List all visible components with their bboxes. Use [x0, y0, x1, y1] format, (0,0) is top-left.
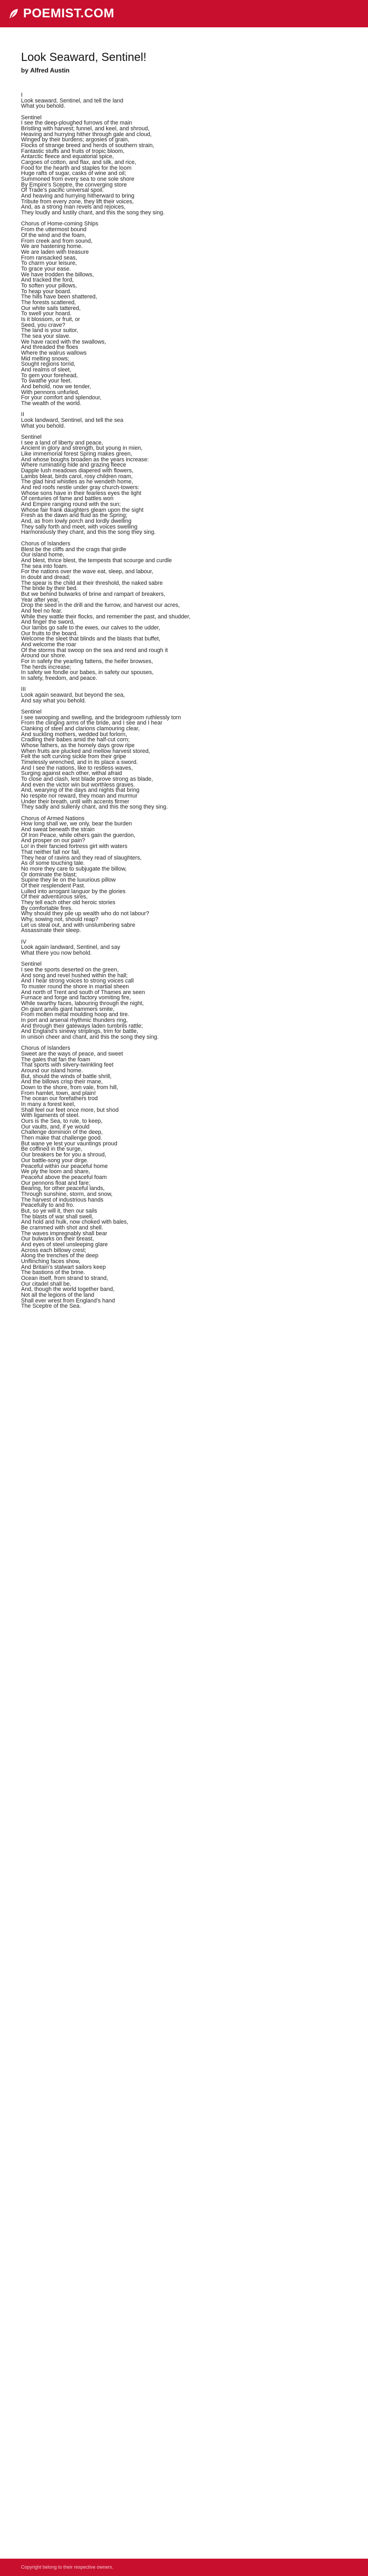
poem-line: Timelessly wrenched, and in its place a sword. [21, 759, 138, 766]
poem-line: Sentinel [21, 961, 42, 968]
poem-line: And heaving and hurrying hitherward to bring [21, 193, 135, 200]
poem-line: The sea your slave. [21, 333, 71, 339]
poem-line: To close and clash, lest blade prove strong as blade, [21, 776, 153, 783]
poem-line: The ocean our forefathers trod [21, 1095, 98, 1102]
poem-stanza [21, 92, 347, 109]
poem-line: Peaceful above the peaceful foam [21, 1174, 107, 1181]
poem-line: Our white sails tattered, [21, 305, 81, 312]
poem-line: Look seaward, Sentinel, and tell the land [21, 97, 124, 104]
poem-line: The blasts of war shall swell, [21, 1213, 94, 1220]
poem-line: The land is your suitor, [21, 327, 78, 334]
poem-line: Lo! in their fancied fortress girt with waters [21, 843, 128, 850]
poem-line: Sentinel [21, 434, 42, 441]
poem-line: And suckling mothers, wedded but forlorn, [21, 731, 127, 738]
poem-stanza [21, 961, 347, 1040]
poem-line: From ransacked seas, [21, 254, 77, 261]
byline-prefix: by [21, 67, 29, 74]
poem-line: Look again seaward, but beyond the sea, [21, 691, 125, 698]
poem-line: Let us steal out, and with unslumbering sabre [21, 922, 136, 928]
poem-line: Our fruits to the board. [21, 630, 78, 637]
poem-line: And, as from lowly porch and lordly dwelling [21, 518, 132, 525]
poem-line: II [21, 411, 24, 418]
poem-line: They tell each other old heroic stories [21, 899, 116, 906]
poem-line: Huge rafts of sugar, casks of wine and oil; [21, 170, 126, 177]
poem-line: Dapple lush meadows diapered with flowers, [21, 468, 134, 474]
poem-stanza [21, 412, 347, 429]
poem-line: Fresh as the dawn and fluid as the Spring; [21, 512, 128, 519]
poem-title: Look Seaward, Sentinel! [21, 50, 147, 64]
poem-line: Of centuries of fame and battles won [21, 495, 114, 502]
poem-line: Flocks of strange breed and herds of southern strain, [21, 142, 155, 149]
poem-line: That sports with silvery-twinkling feet [21, 1062, 114, 1069]
poem-line: Around our island home. [21, 1068, 83, 1074]
poem-line: They loudly and lustily chant, and this the song they sing. [21, 210, 165, 216]
poem-stanza [21, 434, 347, 535]
poem-line: Along the trenches of the deep [21, 1253, 99, 1259]
site-logo-text: POEMIST.COM [23, 6, 115, 20]
poem-line: And I hear strong voices to strong voices call [21, 978, 134, 985]
poem-line: IV [21, 938, 27, 945]
site-footer [0, 2559, 368, 2576]
poem-line: I see the deep-ploughed furrows of the main [21, 120, 132, 127]
poem-line: Our island home, [21, 552, 65, 558]
poem-line: And blest, thrice blest, the tempests that scourge and curdle [21, 557, 172, 564]
poem-line: What you behold. [21, 422, 66, 429]
poem-line: To soften your pillows, [21, 282, 77, 289]
poem-line: Whose fathers, as the homely days grow ripe [21, 742, 135, 749]
poem-line: But, so ye will it, then our sails [21, 1207, 97, 1214]
poem-line: And the billows crisp their mane, [21, 1079, 103, 1085]
poem-line: With ligaments of steel. [21, 1112, 80, 1119]
poem-line: Bearing, for other peaceful lands, [21, 1185, 105, 1192]
poem-line: Shall ever wrest from England's hand [21, 1297, 115, 1304]
poem-line: Peacefully to and fro. [21, 1202, 75, 1209]
feather-icon-graphic [7, 7, 20, 20]
poem-line: Of their adventurous sires, [21, 894, 88, 901]
poem-line: Why, sowing not, should reap? [21, 916, 98, 923]
poem-line: Supine they lie on the luxurious pillow [21, 877, 116, 884]
poem-line: Of Iron Peace, while others gain the guerdon, [21, 832, 136, 839]
poem-line: Then make that challenge good. [21, 1135, 103, 1142]
poem-line: From the clinging arms of the bride, and I see and I hear [21, 720, 162, 727]
poem-line: No respite nor reward, they moan and murmur [21, 793, 138, 800]
poem-line: And through their gateways laden tumbrils rattle; [21, 1022, 143, 1029]
poem-body [21, 92, 347, 1309]
poem-stanza [21, 541, 347, 681]
poem-line: And tracked the ford, [21, 277, 74, 284]
poem-line: In port and arsenal rhythmic thunders ring, [21, 1017, 128, 1024]
poem-line: Our vaults, and, if ye would [21, 1123, 90, 1130]
poem-line: Through sunshine, storm, and snow, [21, 1191, 113, 1197]
poem-line: And prosper on our pain? [21, 837, 85, 844]
poem-stanza [21, 221, 347, 406]
poem-stanza [21, 1046, 347, 1309]
poem-line: Blest be the cliffs and the crags that girdle [21, 546, 127, 553]
poem-line: I see swooping and swelling, and the bridegroom ruthlessly torn [21, 714, 181, 721]
feather-icon [7, 7, 20, 20]
poem-line: To muster round the shore in martial sheen [21, 983, 129, 990]
poem-line: And sweat beneath the strain [21, 826, 95, 833]
poem-stanza [21, 939, 347, 956]
poem-line: They sadly and sullenly chant, and this the song they sing. [21, 804, 168, 811]
poem-line: Lambs bleat, birds carol, rosy children roam, [21, 473, 133, 480]
poem-line: The gales that fan the foam [21, 1056, 90, 1063]
poem-line: Not all the legions of the land [21, 1291, 95, 1298]
poem-line: And whose boughs broaden as the years increase: [21, 456, 149, 463]
poem-byline [21, 66, 347, 75]
poem-stanza [21, 709, 347, 810]
poem-line: The Sceptre of the Sea. [21, 1303, 81, 1310]
poem-line: Our citadel shall be, [21, 1280, 71, 1287]
poem-line: Cradling their babes amid the half-cut corn; [21, 737, 130, 743]
poem-line: We have trodden the billows, [21, 271, 94, 278]
poem-line: Antarctic fleece and equatorial spice, [21, 153, 114, 160]
poem-line: Welcome the sleet that blinds and the blasts that buffet, [21, 636, 160, 643]
poem-line: Seed, you crave? [21, 322, 66, 328]
poem-line: In safety, freedom, and peace. [21, 675, 98, 681]
poem-line: To heap your board. [21, 288, 72, 295]
poem-line: We ply the loom and share, [21, 1168, 90, 1175]
poem-stanza [21, 115, 347, 216]
poem-line: By Empire's Sceptre, the converging store [21, 181, 127, 188]
poem-line: I see the sports deserted on the green, [21, 966, 119, 973]
poem-line: In safety we fondle our babes, in safety our spouses, [21, 669, 154, 676]
poem-line: Surging against each other, withal afraid [21, 770, 122, 777]
poem-line: And say what you behold. [21, 697, 86, 704]
poem-line: Chorus of Islanders [21, 540, 70, 547]
poem-line: And eyes of steel unsleeping glare [21, 1241, 108, 1248]
poem-line: Look landward, Sentinel, and tell the sea [21, 417, 124, 424]
poem-line: And welcome the roar [21, 641, 77, 648]
poem-line: Like immemorial forest Spring makes green, [21, 451, 132, 458]
poem-line: From creek and from sound, [21, 237, 93, 244]
copyright-text: Copyright belong to their respective owners. [21, 2564, 114, 2570]
poem-line: With pennons unfurled, [21, 389, 80, 396]
poem-line: The wealth of the world. [21, 400, 81, 407]
poem-line: Mid melting snows; [21, 355, 69, 362]
poem-line: I [21, 92, 23, 98]
poem-line: The herds increase; [21, 664, 71, 670]
poem-line: Whose sons have in their fearless eyes the light [21, 490, 141, 496]
poem-line: Our lambs go safe to the ewes, our calves to the udder, [21, 624, 160, 631]
poem-line: And behold, now we tender, [21, 383, 91, 390]
site-header [0, 0, 368, 27]
poem-line: I see a land of liberty and peace, [21, 439, 104, 446]
poem-line: To gem your forehead, [21, 372, 78, 379]
poem-line: Year after year, [21, 596, 59, 603]
poem-line: To charm your leisure, [21, 260, 77, 267]
poem-line: Bristling with harvest; funnel, and keel, and shroud, [21, 126, 150, 132]
poem-line: And hold and hulk, now choked with bales, [21, 1219, 129, 1226]
poem-line: Across each billowy crest; [21, 1247, 87, 1254]
poem-line: Clanking of steel and clarions clamouring clear, [21, 726, 140, 732]
poem-line: Sought regions torrid, [21, 361, 76, 368]
poem-line: To grace your ease. [21, 265, 71, 272]
poem-line: Of the wind and the foam, [21, 232, 86, 239]
poem-line: In unison cheer and chant, and this the song they sing. [21, 1034, 159, 1041]
poem-line: Drop the seed in the drill and the furrow, and harvest our acres, [21, 602, 180, 609]
poem-line: Chorus of Armed Nations [21, 815, 85, 822]
poem-line: Why should they pile up wealth who do not labour? [21, 911, 149, 917]
poem-line: They hear of ravins and they read of slaughters, [21, 854, 142, 861]
poem-line: And, though the world together band, [21, 1286, 115, 1293]
poem-line: For the nations over the wave eat, sleep, and labour, [21, 568, 154, 575]
poem-line: Down to the shore, from vale, from hill, [21, 1084, 118, 1091]
poem-line: But we behind bulwarks of brine and rampart of breakers, [21, 591, 166, 597]
author-link[interactable]: Alfred Austin [30, 67, 70, 74]
poem-line: What you behold. [21, 103, 66, 110]
poem-line: And feel no fear. [21, 607, 63, 614]
poem-line: Under their breath, until with accents firmer [21, 798, 129, 805]
poem-line: And Empire ranging round with the sun; [21, 501, 121, 508]
site-logo[interactable] [7, 7, 115, 20]
poem-line: Tribute from every zone, they lift their voices, [21, 198, 134, 205]
poem-line: And, as a strong man revels and rejoices, [21, 204, 126, 211]
poem-line: And realms of sleet, [21, 366, 71, 373]
poem-line: As of some touching tale. [21, 860, 85, 867]
poem-line: Cargoes of cotton, and flax, and silk, and rice, [21, 159, 137, 166]
poem-line: Where the walrus wallows [21, 349, 87, 356]
poem-line: Fantastic stuffs and fruits of tropic bloom, [21, 148, 125, 154]
poem-line: Of their resplendent Past. [21, 882, 86, 889]
poem-line: Ancient in glory and strength, but young in mien, [21, 445, 143, 452]
poem-line: Our bulwarks on their breast, [21, 1236, 94, 1243]
poem-line: And I see the nations, like to restless waves, [21, 764, 133, 771]
poem-line: Challenge dominion of the deep, [21, 1129, 103, 1136]
poem-line: From molten metal moulding hoop and tire. [21, 1011, 129, 1018]
poem-line: Heaving and hurrying hither through gale and cloud, [21, 131, 152, 138]
poem-line: And threaded the floes [21, 344, 78, 351]
poem-line: Be coffined in the surge, [21, 1146, 83, 1153]
poem-line: And England's sinewy striplings, trim for battle, [21, 1028, 138, 1035]
poem-line: Around our shore. [21, 653, 67, 659]
poem-line: The forests scattered, [21, 299, 76, 306]
poem-line: How long shall we, we only, bear the burden [21, 821, 132, 827]
poem-line: The harvest of industrious hands [21, 1196, 104, 1203]
poem-line: The hills have been shattered, [21, 294, 97, 301]
poem-line: And north of Trent and south of Thames are seen [21, 989, 145, 996]
poem-line: When fruits are plucked and mellow harvest stored, [21, 748, 150, 754]
poem-line: Lulled into arrogant languor by the glories [21, 888, 126, 895]
poem-line: Unflinching faces show, [21, 1258, 80, 1265]
poem-line: Winged by their burdens; argosies of grain, [21, 137, 129, 143]
poem-line: Peaceful within our peaceful home [21, 1163, 108, 1170]
poem-line: And Britain's stalwart sailors keep [21, 1264, 106, 1270]
poem-line: The bride by their bed. [21, 585, 78, 592]
poem-line: While they wattle their flocks, and remember the past, and shudder, [21, 613, 191, 620]
poem-line: Felt the soft curving sickle from their gripe [21, 753, 126, 760]
poem-line: That neither fall nor fail, [21, 849, 80, 855]
poem-line: To swell your hoard. [21, 311, 72, 317]
poem-line: But, should the winds of battle shrill, [21, 1073, 112, 1080]
poem-line: Is it blossom, or fruit, or [21, 316, 80, 323]
poem-line: Look again landward, Sentinel, and say [21, 944, 120, 951]
poem-line: For your comfort and splendour, [21, 395, 102, 401]
poem-line: Chorus of Home-coming Ships [21, 221, 99, 227]
poem-line: The waves impregnably shall bear [21, 1230, 107, 1237]
poem-line: Furnace and forge and factory vomiting fire, [21, 995, 131, 1001]
poem-line: Our breakers be for you a shroud, [21, 1152, 107, 1158]
poem-content [21, 50, 347, 1315]
poem-line: III [21, 686, 26, 693]
poem-line: Sweet are the ways of peace, and sweet [21, 1051, 123, 1058]
poem-line: But wane ye lest your vauntings proud [21, 1140, 118, 1147]
poem-stanza [21, 816, 347, 934]
poem-line: Shall feel our feet once more, but shod [21, 1106, 119, 1113]
poem-line: In many a forest keel, [21, 1101, 76, 1108]
poem-line: Sentinel [21, 709, 42, 716]
poem-line: While swarthy faces, labouring through the night, [21, 1000, 144, 1007]
poem-line: Of Trade's pacific universal spoil. [21, 187, 104, 194]
poem-line: What there you now behold. [21, 949, 92, 956]
poem-line: And even the victor win but worthless graves. [21, 781, 135, 788]
poem-line: Food for the hearth and staples for the loom [21, 164, 132, 171]
poem-line: We have raced with the swallows, [21, 338, 106, 345]
poem-line: No more they care to subjugate the billow, [21, 865, 127, 872]
poem-line: The spear is the child at their threshold, the naked sabre [21, 580, 163, 586]
poem-line: We are hastening home. [21, 243, 83, 250]
poem-line: Assassinate their sleep. [21, 927, 81, 934]
poem-line: Of the storms that swoop on the sea and rend and rough it [21, 647, 168, 654]
poem-line: We are laden with treasure [21, 249, 89, 255]
poem-line: Sentinel [21, 114, 42, 121]
poem-line: Harmoniously they chant, and this the song they sing. [21, 529, 156, 536]
poem-line: From hamlet, town, and plain! [21, 1090, 96, 1096]
poem-line: Our pennons float and fare; [21, 1180, 90, 1186]
poem-line: To swathe your feet. [21, 378, 72, 385]
poem-line: By comfortable fires. [21, 905, 73, 912]
poem-line: Where ruminating hide and grazing fleece [21, 462, 126, 469]
poem-line: Ours is the Sea, to rule, to keep, [21, 1118, 103, 1125]
poem-line: Or dominate the blast; [21, 871, 77, 878]
poem-line: Be crammed with shot and shell. [21, 1224, 104, 1231]
poem-line: Summoned from every sea to one sole shore [21, 176, 135, 183]
poem-line: And, wearying of the days and nights that bring [21, 787, 140, 794]
poem-line: The bastions of the brine. [21, 1269, 85, 1276]
poem-line: On giant anvils giant hammers smite, [21, 1006, 115, 1012]
poem-line: And red roofs nestle under gray church-towers: [21, 484, 140, 491]
poem-line: The sea into foam. [21, 563, 68, 570]
poem-stanza [21, 687, 347, 704]
poem-line: They sally forth and meet, with voices swelling [21, 523, 138, 530]
poem-line: For in safety the yearling fattens, the heifer browses, [21, 658, 153, 665]
poem-line: In doubt and dread; [21, 574, 70, 581]
poem-line: The glad hind whistles as he wendeth home, [21, 479, 134, 485]
poem-line: Chorus of Islanders [21, 1045, 70, 1052]
poem-line: Ocean itself, from strand to strand, [21, 1275, 108, 1281]
poem-line: Our battle-song your dirge. [21, 1157, 89, 1164]
poem-line: And song and revel hushed within the hall; [21, 972, 128, 979]
poem-line: From the uttermost bound [21, 226, 87, 233]
poem-line: And finger the sword, [21, 619, 75, 626]
poem-line: Whose fair frank daughters gleam upon the sight [21, 506, 144, 513]
